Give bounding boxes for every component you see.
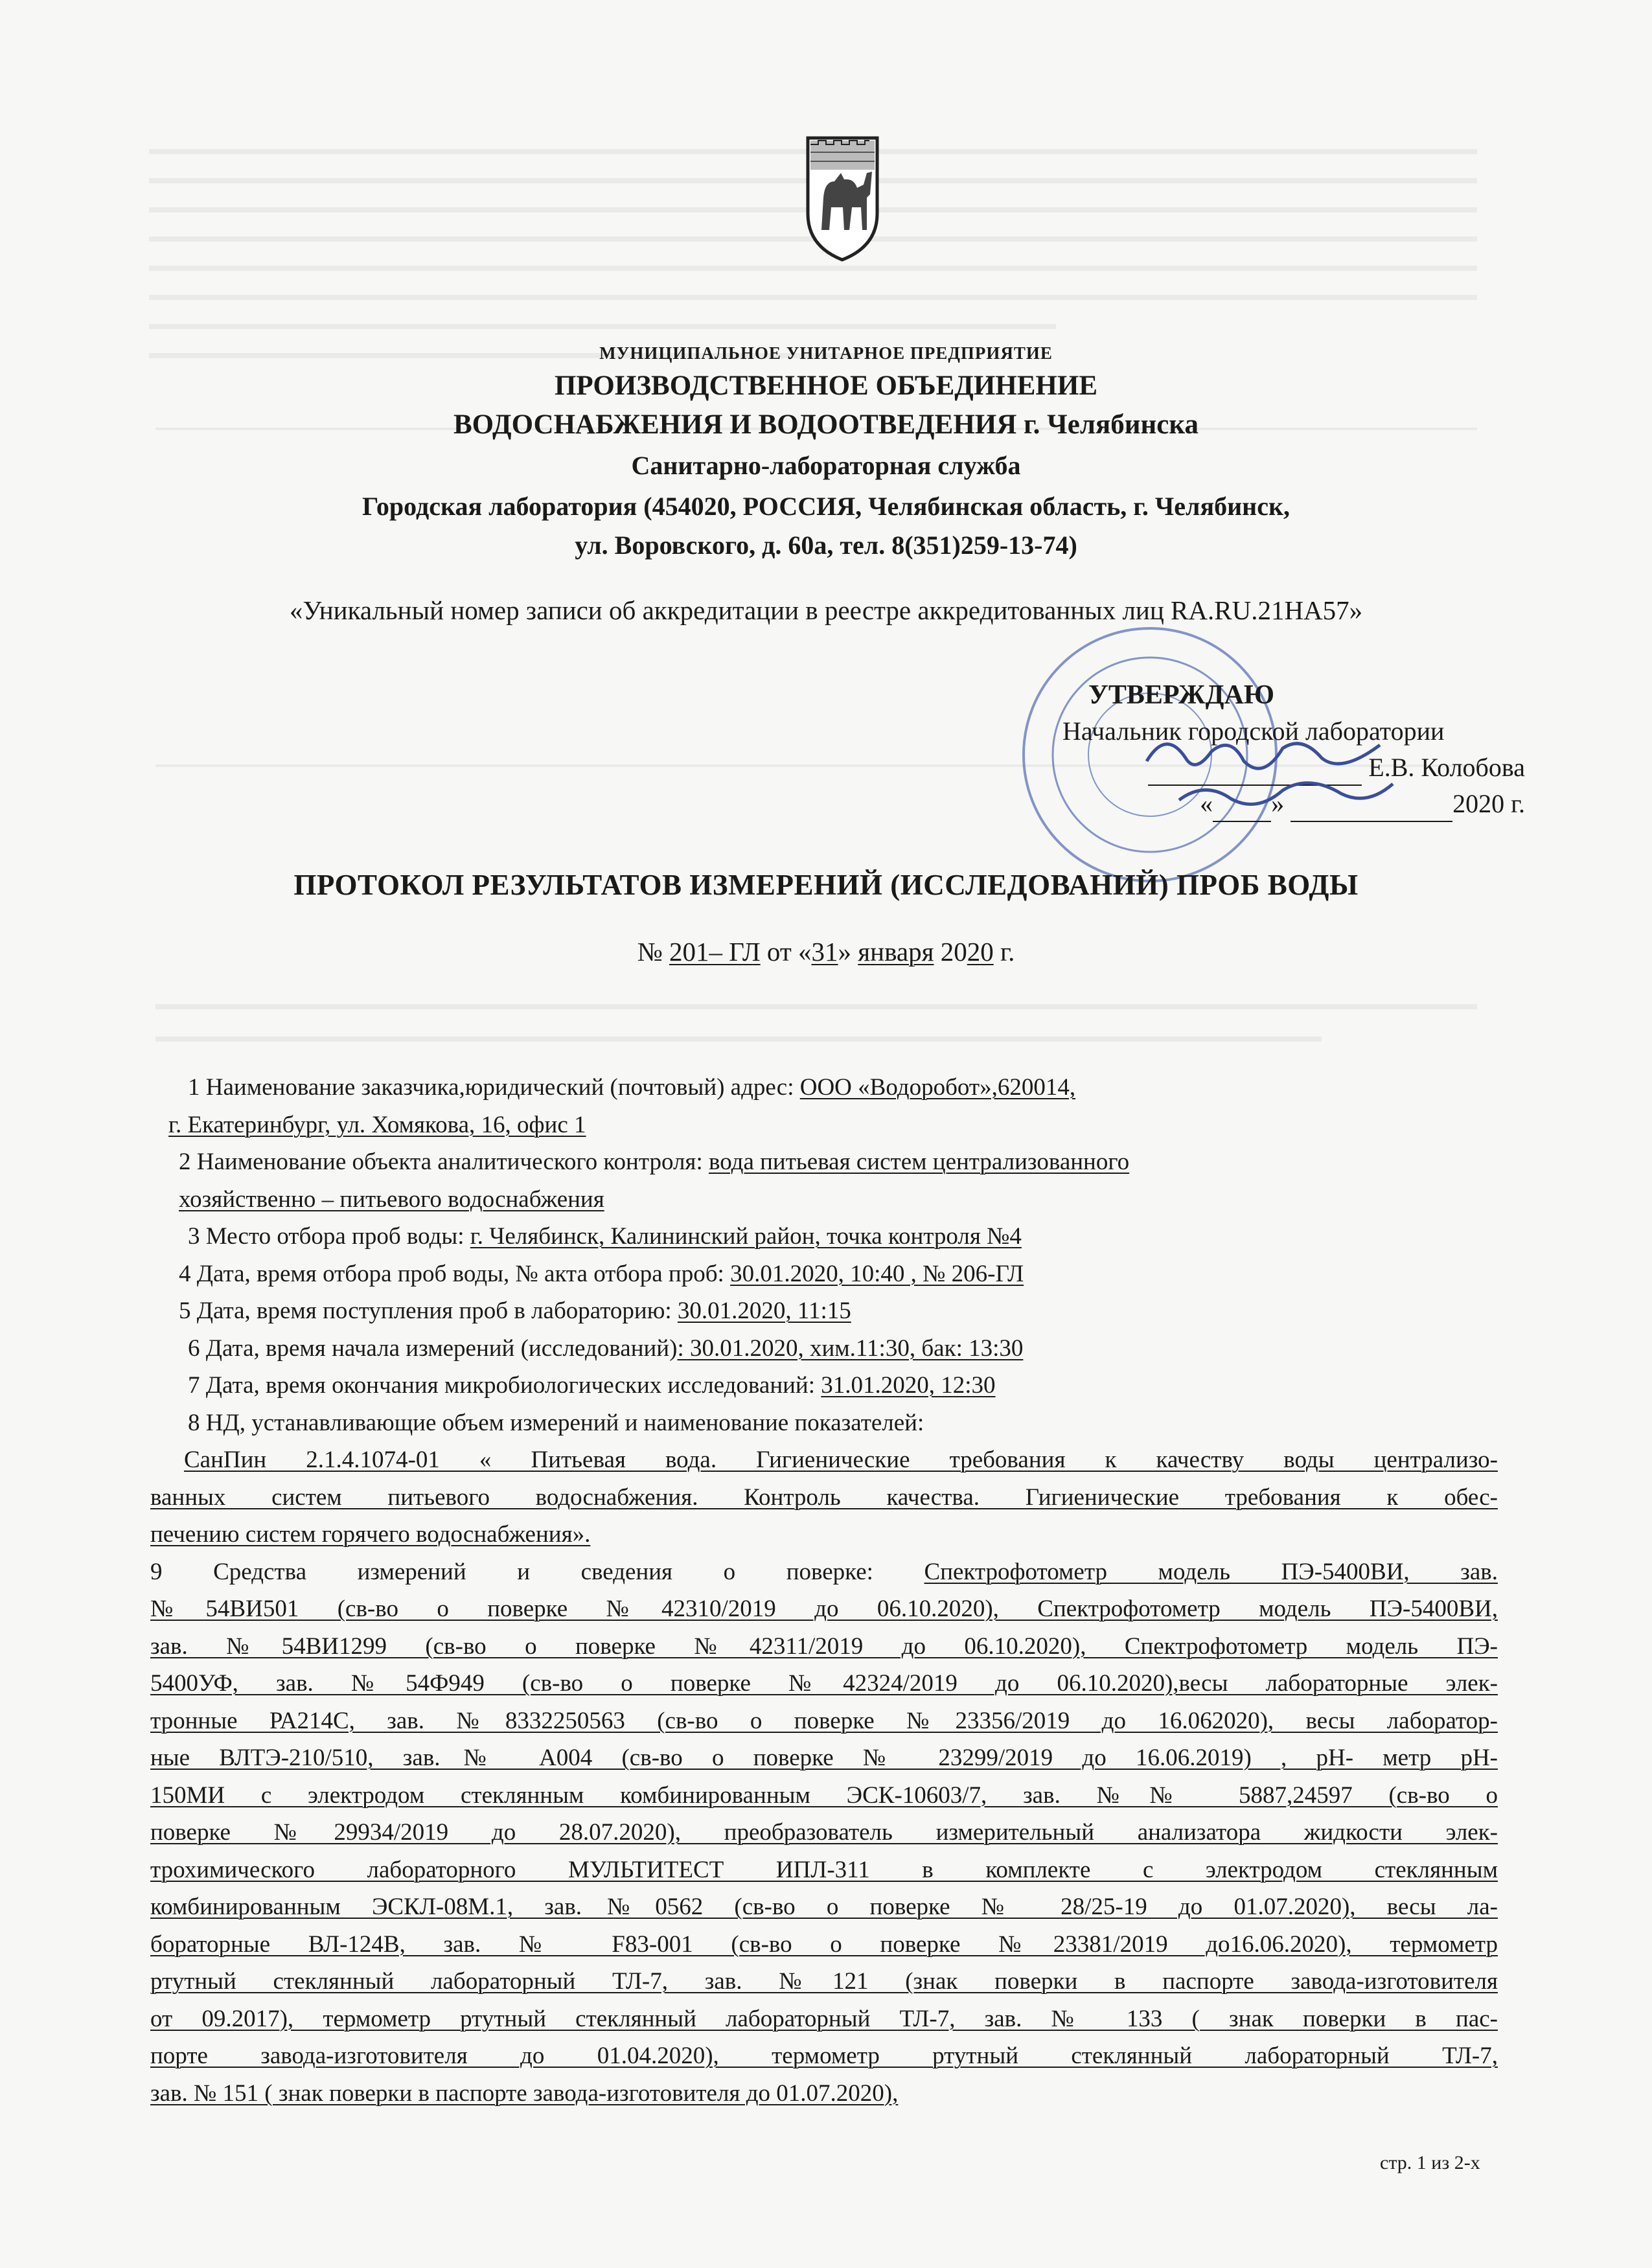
item-9-text-4: тронные РА214С, зав. №8332250563 (св-во о поверке №23356/2019 до 16.062020), весы лаборатор- — [150, 1707, 1498, 1734]
item-7 — [150, 1367, 1498, 1404]
item-7-label: 7 Дата, время окончания микробиологических исследований: — [188, 1372, 815, 1399]
item-5-value: 30.01.2020, 11:15 — [677, 1298, 851, 1324]
item-9-text-5: ные ВЛТЭ-210/510, зав.№ А004 (св-во о поверке № 23299/2019 до 16.06.2019) , рН- метр рН- — [150, 1745, 1498, 1771]
item-9-text-6: 150МИ с электродом стеклянным комбинированным ЭСК-10603/7, зав. №№ 5887,24597 (св-во о — [150, 1781, 1498, 1809]
item-6 — [150, 1330, 1498, 1368]
item-9-line-3 — [150, 1665, 1498, 1702]
year-unit: г. — [1000, 937, 1015, 967]
item-8-text-2: ванных систем питьевого водоснабжения. Контроль качества. Гигиенические требования к обес- — [150, 1483, 1498, 1511]
approval-position: Начальник городской лаборатории — [1062, 716, 1445, 746]
org-type: МУНИЦИПАЛЬНОЕ УНИТАРНОЕ ПРЕДПРИЯТИЕ — [599, 343, 1053, 363]
lab-address-line-1: Городская лаборатория (454020, РОССИЯ, Челябинская область, г. Челябинск, — [361, 492, 1291, 521]
item-2-value-a: вода питьевая систем централизованного — [708, 1149, 1130, 1175]
number-sign: № — [637, 937, 663, 967]
item-4-label: 4 Дата, время отбора проб воды, № акта отбора проб: — [179, 1260, 724, 1287]
item-8-label: 8 НД, устанавливающие объем измерений и наименование показателей: — [188, 1409, 924, 1436]
item-9-label: 9 Средства измерений и сведения о поверке: — [150, 1558, 873, 1585]
item-1-cont — [150, 1106, 1498, 1144]
item-9-text-10: бораторные ВЛ-124В, зав. № F83-001 (св-во о поверке №23381/2019 до16.06.2020), термометр — [150, 1930, 1498, 1958]
item-1-value-a: ООО «Водоробот»,620014, — [799, 1074, 1076, 1101]
item-9-line-12 — [150, 2000, 1498, 2038]
item-9-text-3: 5400УФ, зав. №54Ф949 (св-во о поверке №42324/2019 до 06.10.2020),весы лабораторные элек- — [150, 1670, 1498, 1697]
item-2-value-b: хозяйственно – питьевого водоснабжения — [179, 1186, 604, 1213]
handwritten-signature — [1134, 722, 1406, 819]
item-9-text-12: от 09.2017), термометр ртутный стеклянный лабораторный ТЛ-7, зав. № 133 ( знак поверки в пас- — [150, 2005, 1498, 2032]
item-6-value: : 30.01.2020, хим.11:30, бак: 13:30 — [677, 1334, 1024, 1362]
item-2-label: 2 Наименование объекта аналитического контроля: — [179, 1149, 703, 1175]
quote-close: » — [838, 937, 852, 967]
item-9-line-8 — [150, 1851, 1498, 1889]
approval-name: Е.В. Колобова — [1368, 753, 1525, 782]
date-quote-close: » — [1271, 789, 1285, 818]
chelyabinsk-emblem-icon — [805, 133, 880, 262]
item-9-line-last — [150, 2075, 1498, 2113]
org-name-line-2: ВОДОСНАБЖЕНИЯ И ВОДООТВЕДЕНИЯ г. Челябинска — [453, 409, 1199, 440]
item-9-text-8: трохимического лабораторного МУЛЬТИТЕСТ ИПЛ-311 в комплекте с электродом стеклянным — [150, 1856, 1498, 1883]
org-name-line-1: ПРОИЗВОДСТВЕННОЕ ОБЪЕДИНЕНИЕ — [554, 371, 1098, 401]
item-1-label: 1 Наименование заказчика,юридический (почтовый) адрес: — [188, 1074, 794, 1101]
item-9-text-9: комбинированным ЭСКЛ-08М.1, зав.№0562 (св-во о поверке № 28/25-19 до 01.07.2020), весы ла- — [150, 1894, 1498, 1920]
item-9-line-5 — [150, 1739, 1498, 1777]
item-9-line-11 — [150, 1963, 1498, 2000]
item-9-line-1 — [150, 1590, 1498, 1628]
item-1 — [150, 1069, 1498, 1106]
item-9-line-10 — [150, 1926, 1498, 1964]
item-9-first: Спектрофотометр модель ПЭ-5400ВИ, зав. — [924, 1558, 1498, 1585]
protocol-number-line — [130, 936, 1522, 967]
item-8-line-2 — [150, 1479, 1498, 1517]
item-7-value: 31.01.2020, 12:30 — [821, 1372, 996, 1399]
item-9-text-last: зав. № 151 ( знак поверки в паспорте завода-изготовителя до 01.07.2020), — [150, 2079, 899, 2107]
item-2-cont — [150, 1181, 1498, 1219]
year-suffix-digits: 20 — [967, 937, 994, 967]
protocol-from: от « — [766, 937, 812, 967]
date-quote-open: « — [1200, 789, 1213, 818]
service-name: Санитарно-лабораторная служба — [631, 451, 1021, 480]
item-9-line-9 — [150, 1888, 1498, 1926]
item-9-line-2 — [150, 1628, 1498, 1666]
item-8-text-1: СанПин 2.1.4.1074-01 « Питьевая вода. Гигиенические требования к качеству воды централизо- — [184, 1447, 1498, 1473]
item-8-text-3: печению систем горячего водоснабжения». — [150, 1521, 591, 1548]
item-9-line-13 — [150, 2037, 1498, 2075]
item-1-value-b: г. Екатеринбург, ул. Хомякова, 16, офис 1 — [168, 1111, 586, 1138]
item-9-text-11: ртутный стеклянный лабораторный ТЛ-7, зав. №121 (знак поверки в паспорте завода-изготовителя — [150, 1968, 1498, 1995]
item-9-line-7 — [150, 1814, 1498, 1851]
item-9-text-2: зав. №54ВИ1299 (св-во о поверке №42311/2019 до 06.10.2020), Спектрофотометр модель ПЭ- — [150, 1632, 1498, 1660]
approval-title: УТВЕРЖДАЮ — [1088, 680, 1275, 710]
protocol-body — [150, 1069, 1498, 2112]
protocol-title: ПРОТОКОЛ РЕЗУЛЬТАТОВ ИЗМЕРЕНИЙ (ИССЛЕДОВАНИЙ) ПРОБ ВОДЫ — [293, 869, 1359, 901]
item-6-label: 6 Дата, время начала измерений (исследований) — [188, 1334, 678, 1362]
page-number: стр. 1 из 2-х — [1380, 2152, 1480, 2173]
lab-address-line-2: ул. Воровского, д. 60а, тел. 8(351)259-13-74) — [575, 531, 1077, 560]
year-prefix: 20 — [940, 937, 967, 967]
item-8 — [150, 1404, 1498, 1442]
accreditation-line: «Уникальный номер записи об аккредитации в реестре аккредитованных лиц RA.RU.21НА57» — [289, 595, 1363, 625]
item-8-line-3 — [150, 1516, 1498, 1553]
item-9-line-4 — [150, 1702, 1498, 1740]
item-8-line-1 — [150, 1441, 1498, 1479]
protocol-day: 31 — [811, 937, 838, 967]
item-2 — [150, 1143, 1498, 1181]
item-9-line-6 — [150, 1777, 1498, 1815]
item-5 — [150, 1292, 1498, 1330]
item-9-text-1: №54ВИ501 (св-во о поверке №42310/2019 до 06.10.2020), Спектрофотометр модель ПЭ-5400ВИ, — [150, 1596, 1498, 1622]
item-4-value: 30.01.2020, 10:40 , № 206-ГЛ — [730, 1260, 1024, 1287]
protocol-number: 201– ГЛ — [669, 937, 761, 967]
protocol-month: января — [858, 937, 934, 967]
approval-year: 2020 г. — [1452, 789, 1525, 818]
item-9-text-13: порте завода-изготовителя до 01.04.2020), термометр ртутный стеклянный лабораторный ТЛ-7, — [150, 2043, 1498, 2069]
item-5-label: 5 Дата, время поступления проб в лабораторию: — [179, 1298, 672, 1324]
item-4 — [150, 1255, 1498, 1293]
item-9 — [150, 1553, 1498, 1591]
item-3-label: 3 Место отбора проб воды: — [188, 1223, 465, 1250]
item-9-text-7: поверке №29934/2019 до 28.07.2020), преобразователь измерительный анализатора жидкости элек- — [150, 1819, 1498, 1846]
item-3 — [150, 1218, 1498, 1255]
item-3-value: г. Челябинск, Калининский район, точка контроля №4 — [470, 1223, 1022, 1250]
